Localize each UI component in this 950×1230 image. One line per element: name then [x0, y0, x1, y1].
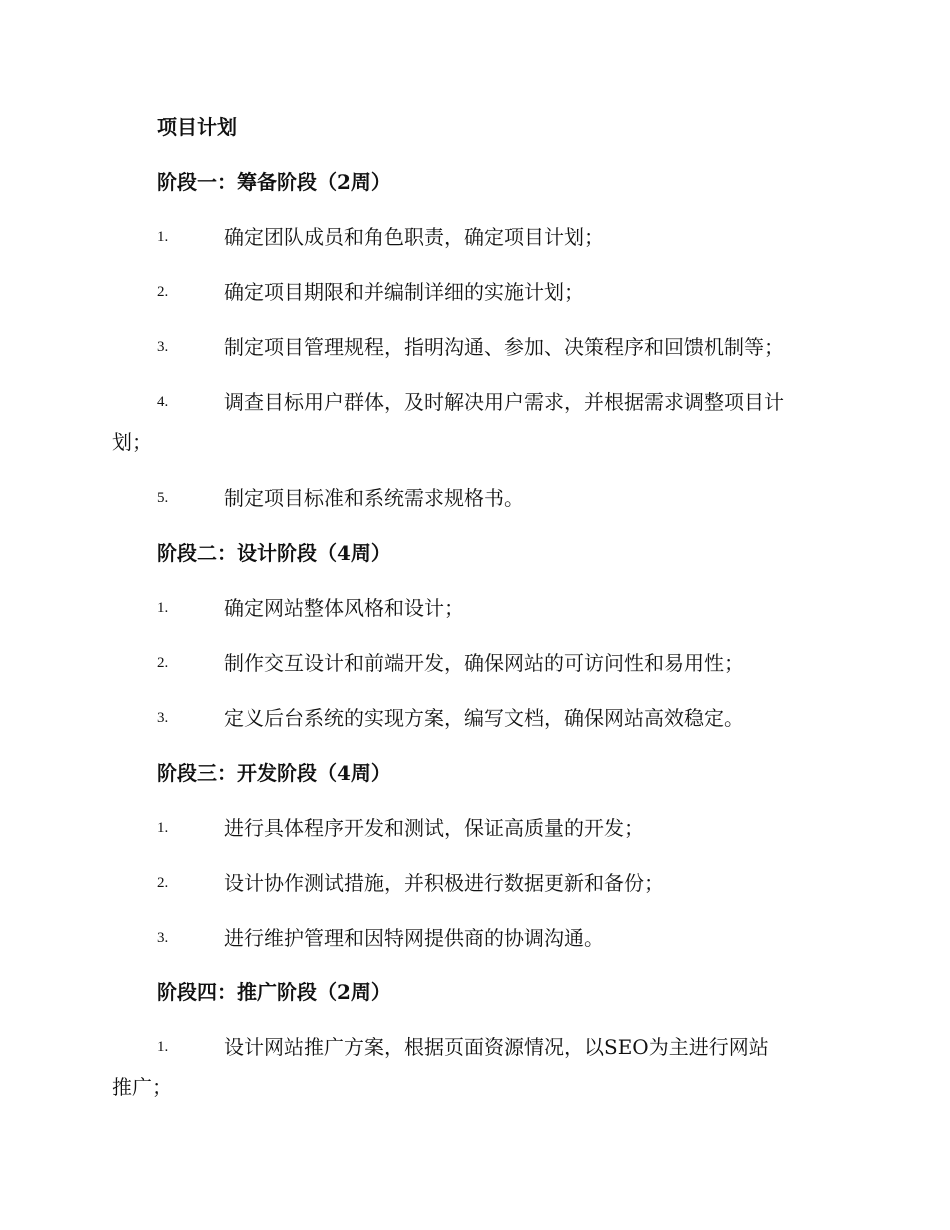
phase-heading-2: 阶段二：设计阶段（4周） [157, 541, 391, 565]
item-number: 1. [157, 1039, 169, 1055]
item-text: 定义后台系统的实现方案，编写文档，确保网站高效稳定。 [224, 706, 744, 730]
item-number: 4. [157, 394, 169, 410]
item-number: 2. [157, 875, 169, 891]
phase-heading-3: 阶段三：开发阶段（4周） [157, 761, 391, 785]
item-text: 进行具体程序开发和测试，保证高质量的开发； [224, 816, 644, 840]
item-number: 1. [157, 229, 169, 245]
item-number: 1. [157, 820, 169, 836]
item-text: 确定团队成员和角色职责，确定项目计划； [224, 225, 604, 249]
item-text-continuation: 划； [112, 430, 152, 454]
item-text: 设计网站推广方案，根据页面资源情况，以SEO为主进行网站 [224, 1035, 769, 1059]
item-number: 1. [157, 600, 169, 616]
item-number: 5. [157, 490, 169, 506]
item-number: 2. [157, 655, 169, 671]
item-text: 确定项目期限和并编制详细的实施计划； [224, 280, 584, 304]
item-text: 调查目标用户群体，及时解决用户需求，并根据需求调整项目计 [224, 390, 784, 414]
item-number: 3. [157, 710, 169, 726]
item-text: 制定项目管理规程，指明沟通、参加、决策程序和回馈机制等； [224, 335, 784, 359]
phase-heading-4: 阶段四：推广阶段（2周） [157, 980, 391, 1004]
item-number: 3. [157, 339, 169, 355]
item-number: 3. [157, 930, 169, 946]
phase-heading-1: 阶段一：筹备阶段（2周） [157, 170, 391, 194]
item-text: 制定项目标准和系统需求规格书。 [224, 486, 524, 510]
item-text-continuation: 推广； [112, 1075, 172, 1099]
item-text: 设计协作测试措施，并积极进行数据更新和备份； [224, 871, 664, 895]
item-text: 确定网站整体风格和设计； [224, 596, 464, 620]
item-number: 2. [157, 284, 169, 300]
item-text: 制作交互设计和前端开发，确保网站的可访问性和易用性； [224, 651, 744, 675]
document-title: 项目计划 [157, 115, 237, 139]
item-text: 进行维护管理和因特网提供商的协调沟通。 [224, 926, 604, 950]
